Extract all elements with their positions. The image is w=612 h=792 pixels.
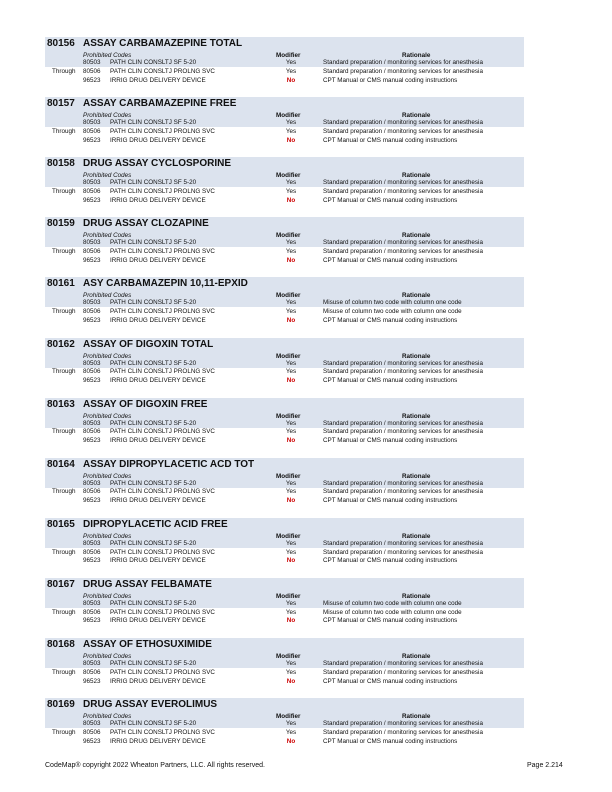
modifier-value: Yes <box>285 428 297 436</box>
code-description: IRRIG DRUG DELIVERY DEVICE <box>110 617 206 625</box>
rationale-header: Rationale <box>402 52 431 59</box>
table-row <box>45 308 524 317</box>
prohibited-codes-label: Prohibited Codes <box>83 352 132 360</box>
modifier-value: Yes <box>285 608 297 616</box>
prohibited-code: 80506 <box>83 127 101 135</box>
rationale-text: Standard preparation / monitoring services for anesthesia <box>323 359 483 367</box>
rationale-text: Standard preparation / monitoring services for anesthesia <box>323 67 483 75</box>
through-label: Through <box>52 608 76 616</box>
table-row <box>45 137 524 146</box>
modifier-value: No <box>286 497 296 505</box>
modifier-header: Modifier <box>276 352 301 360</box>
modifier-header: Modifier <box>276 653 301 660</box>
through-label: Through <box>52 67 76 75</box>
code-description: PATH CLIN CONSLTJ SF 5-20 <box>110 599 197 607</box>
code-description: PATH CLIN CONSLTJ SF 5-20 <box>110 419 197 427</box>
rationale-header: Rationale <box>402 412 431 420</box>
prohibited-code: 80506 <box>83 488 101 496</box>
table-row <box>45 239 524 248</box>
table-row <box>45 119 524 128</box>
table-row <box>45 617 524 626</box>
modifier-value: Yes <box>285 239 297 247</box>
code-description: IRRIG DRUG DELIVERY DEVICE <box>110 377 206 385</box>
modifier-header: Modifier <box>276 412 301 420</box>
through-label: Through <box>52 428 76 436</box>
rationale-text: CPT Manual or CMS manual coding instructions <box>323 377 458 385</box>
through-label: Through <box>52 368 76 376</box>
code-description: IRRIG DRUG DELIVERY DEVICE <box>110 76 206 84</box>
rationale-header: Rationale <box>402 232 431 240</box>
code-description: PATH CLIN CONSLTJ SF 5-20 <box>110 119 197 127</box>
rationale-text: CPT Manual or CMS manual coding instructions <box>323 557 458 565</box>
code-description: PATH CLIN CONSLTJ SF 5-20 <box>110 239 197 247</box>
table-row <box>45 720 524 729</box>
prohibited-code: 80506 <box>83 668 101 676</box>
code-description: PATH CLIN CONSLTJ PROLNG SVC <box>110 308 215 316</box>
prohibited-codes-label: Prohibited Codes <box>83 112 132 120</box>
rationale-header: Rationale <box>402 592 431 600</box>
rationale-text: CPT Manual or CMS manual coding instructions <box>323 437 458 445</box>
prohibited-code: 80503 <box>83 479 101 487</box>
prohibited-code: 96523 <box>83 256 101 264</box>
code-entry <box>45 458 524 514</box>
code-description: PATH CLIN CONSLTJ SF 5-20 <box>110 479 197 487</box>
modifier-value: Yes <box>285 187 297 195</box>
modifier-header: Modifier <box>276 472 301 480</box>
rationale-text: Standard preparation / monitoring services for anesthesia <box>323 428 483 436</box>
prohibited-code: 80503 <box>83 660 101 667</box>
table-row <box>45 600 524 609</box>
through-label: Through <box>52 548 76 556</box>
code-description: IRRIG DRUG DELIVERY DEVICE <box>110 316 206 324</box>
prohibited-codes-label: Prohibited Codes <box>83 232 132 240</box>
modifier-value: Yes <box>285 127 297 135</box>
through-label: Through <box>52 488 76 496</box>
prohibited-codes-label: Prohibited Codes <box>83 292 132 300</box>
table-row <box>45 437 524 446</box>
prohibited-code: 80503 <box>83 419 101 427</box>
code-entry <box>45 338 524 394</box>
modifier-value: Yes <box>285 308 297 316</box>
table-row <box>45 660 524 669</box>
rationale-text: CPT Manual or CMS manual coding instructions <box>323 617 458 625</box>
prohibited-code: 80506 <box>83 368 101 376</box>
rationale-text: CPT Manual or CMS manual coding instructions <box>323 136 458 144</box>
entry-code: 80157 <box>47 98 75 110</box>
through-label: Through <box>52 668 76 676</box>
rationale-text: Misuse of column two code with column one code <box>323 599 462 607</box>
table-row <box>45 428 524 437</box>
through-label: Through <box>52 728 76 736</box>
code-description: PATH CLIN CONSLTJ PROLNG SVC <box>110 608 215 616</box>
modifier-header: Modifier <box>276 52 301 59</box>
modifier-value: Yes <box>285 299 297 307</box>
code-description: PATH CLIN CONSLTJ SF 5-20 <box>110 359 197 367</box>
through-label: Through <box>52 187 76 195</box>
modifier-header: Modifier <box>276 292 301 300</box>
code-description: PATH CLIN CONSLTJ PROLNG SVC <box>110 668 215 676</box>
rationale-text: Standard preparation / monitoring services for anesthesia <box>323 720 483 728</box>
prohibited-code: 96523 <box>83 677 101 685</box>
through-label: Through <box>52 308 76 316</box>
entry-code: 80158 <box>47 158 75 170</box>
table-row <box>45 609 524 618</box>
code-entry <box>45 398 524 454</box>
rationale-text: Misuse of column two code with column one code <box>323 308 462 316</box>
entry-title: DRUG ASSAY FELBAMATE <box>83 578 212 590</box>
modifier-value: No <box>286 377 296 385</box>
rationale-text: CPT Manual or CMS manual coding instructions <box>323 497 458 505</box>
entry-title: ASSAY OF DIGOXIN TOTAL <box>83 338 214 350</box>
rationale-text: Misuse of column two code with column one code <box>323 299 462 307</box>
rationale-text: Standard preparation / monitoring services for anesthesia <box>323 119 483 127</box>
prohibited-codes-label: Prohibited Codes <box>83 412 132 420</box>
entry-title: ASSAY OF DIGOXIN FREE <box>83 398 208 410</box>
code-description: IRRIG DRUG DELIVERY DEVICE <box>110 136 206 144</box>
table-row <box>45 557 524 566</box>
code-entry <box>45 698 524 754</box>
prohibited-code: 80506 <box>83 67 101 75</box>
modifier-value: No <box>286 316 296 324</box>
modifier-value: Yes <box>285 539 297 547</box>
rationale-text: Standard preparation / monitoring services for anesthesia <box>323 668 483 676</box>
code-description: PATH CLIN CONSLTJ PROLNG SVC <box>110 248 215 256</box>
code-description: PATH CLIN CONSLTJ PROLNG SVC <box>110 187 215 195</box>
prohibited-code: 80503 <box>83 359 101 367</box>
prohibited-code: 80503 <box>83 239 101 247</box>
entry-code: 80164 <box>47 458 75 470</box>
rationale-text: Standard preparation / monitoring services for anesthesia <box>323 419 483 427</box>
table-row <box>45 729 524 738</box>
prohibited-code: 96523 <box>83 316 101 324</box>
entry-title: ASSAY CARBAMAZEPINE TOTAL <box>83 38 243 49</box>
code-description: PATH CLIN CONSLTJ SF 5-20 <box>110 539 197 547</box>
footer-page-number: Page 2.214 <box>527 762 563 769</box>
rationale-header: Rationale <box>402 472 431 480</box>
rationale-text: Standard preparation / monitoring services for anesthesia <box>323 179 483 187</box>
rationale-header: Rationale <box>402 352 431 360</box>
table-row <box>45 738 524 747</box>
code-description: PATH CLIN CONSLTJ PROLNG SVC <box>110 127 215 135</box>
code-description: PATH CLIN CONSLTJ PROLNG SVC <box>110 488 215 496</box>
modifier-header: Modifier <box>276 592 301 600</box>
modifier-value: Yes <box>285 67 297 75</box>
rationale-text: Standard preparation / monitoring services for anesthesia <box>323 728 483 736</box>
table-row <box>45 257 524 266</box>
modifier-value: No <box>286 737 296 745</box>
entry-code: 80159 <box>47 218 75 230</box>
entry-code: 80162 <box>47 338 75 350</box>
rationale-text: CPT Manual or CMS manual coding instructions <box>323 737 458 745</box>
rationale-text: Standard preparation / monitoring services for anesthesia <box>323 59 483 66</box>
entry-code: 80169 <box>47 699 75 711</box>
modifier-value: Yes <box>285 248 297 256</box>
rationale-text: Standard preparation / monitoring services for anesthesia <box>323 239 483 247</box>
modifier-header: Modifier <box>276 172 301 180</box>
prohibited-code: 96523 <box>83 557 101 565</box>
rationale-text: CPT Manual or CMS manual coding instructions <box>323 196 458 204</box>
modifier-header: Modifier <box>276 713 301 721</box>
entry-code: 80167 <box>47 578 75 590</box>
entry-code: 80168 <box>47 639 75 650</box>
entry-title: ASSAY DIPROPYLACETIC ACD TOT <box>83 458 255 470</box>
table-row <box>45 368 524 377</box>
rationale-text: Standard preparation / monitoring services for anesthesia <box>323 539 483 547</box>
entry-title: ASSAY OF ETHOSUXIMIDE <box>83 639 212 650</box>
table-row <box>45 68 524 77</box>
modifier-value: No <box>286 136 296 144</box>
table-row <box>45 77 524 86</box>
rationale-text: Standard preparation / monitoring services for anesthesia <box>323 127 483 135</box>
code-entry <box>45 157 524 213</box>
rationale-text: Standard preparation / monitoring services for anesthesia <box>323 660 483 667</box>
modifier-header: Modifier <box>276 232 301 240</box>
code-description: IRRIG DRUG DELIVERY DEVICE <box>110 737 206 745</box>
code-description: IRRIG DRUG DELIVERY DEVICE <box>110 497 206 505</box>
modifier-value: No <box>286 677 296 685</box>
entry-code: 80163 <box>47 398 75 410</box>
rationale-header: Rationale <box>402 713 431 721</box>
prohibited-code: 96523 <box>83 617 101 625</box>
code-description: IRRIG DRUG DELIVERY DEVICE <box>110 196 206 204</box>
prohibited-code: 80503 <box>83 119 101 127</box>
prohibited-code: 80503 <box>83 299 101 307</box>
entry-code: 80161 <box>47 278 75 290</box>
table-row <box>45 188 524 197</box>
modifier-value: No <box>286 256 296 264</box>
code-description: PATH CLIN CONSLTJ SF 5-20 <box>110 299 197 307</box>
through-label: Through <box>52 127 76 135</box>
code-description: PATH CLIN CONSLTJ PROLNG SVC <box>110 67 215 75</box>
prohibited-code: 96523 <box>83 737 101 745</box>
through-label: Through <box>52 248 76 256</box>
table-row <box>45 540 524 549</box>
code-description: PATH CLIN CONSLTJ PROLNG SVC <box>110 368 215 376</box>
modifier-value: Yes <box>285 720 297 728</box>
modifier-value: Yes <box>285 359 297 367</box>
prohibited-codes-label: Prohibited Codes <box>83 172 132 180</box>
entry-title: DIPROPYLACETIC ACID FREE <box>83 518 228 530</box>
table-row <box>45 179 524 188</box>
modifier-value: No <box>286 196 296 204</box>
rationale-text: Standard preparation / monitoring services for anesthesia <box>323 248 483 256</box>
table-row <box>45 669 524 678</box>
rationale-header: Rationale <box>402 292 431 300</box>
code-entry <box>45 277 524 333</box>
prohibited-code: 96523 <box>83 437 101 445</box>
modifier-header: Modifier <box>276 532 301 540</box>
rationale-text: Standard preparation / monitoring services for anesthesia <box>323 548 483 556</box>
code-description: IRRIG DRUG DELIVERY DEVICE <box>110 437 206 445</box>
modifier-value: Yes <box>285 668 297 676</box>
modifier-header: Modifier <box>276 112 301 120</box>
prohibited-code: 80503 <box>83 599 101 607</box>
prohibited-code: 96523 <box>83 76 101 84</box>
code-entry <box>45 217 524 273</box>
table-row <box>45 480 524 489</box>
modifier-value: Yes <box>285 479 297 487</box>
prohibited-code: 80506 <box>83 608 101 616</box>
prohibited-code: 80506 <box>83 187 101 195</box>
modifier-value: No <box>286 437 296 445</box>
prohibited-code: 80503 <box>83 539 101 547</box>
prohibited-code: 80506 <box>83 728 101 736</box>
modifier-value: Yes <box>285 368 297 376</box>
code-entry <box>45 638 524 694</box>
code-description: IRRIG DRUG DELIVERY DEVICE <box>110 256 206 264</box>
modifier-value: No <box>286 76 296 84</box>
code-entry <box>45 578 524 634</box>
prohibited-code: 96523 <box>83 136 101 144</box>
modifier-value: Yes <box>285 59 297 66</box>
entry-code: 80156 <box>47 38 75 49</box>
code-description: PATH CLIN CONSLTJ SF 5-20 <box>110 59 197 66</box>
rationale-header: Rationale <box>402 532 431 540</box>
prohibited-code: 96523 <box>83 497 101 505</box>
code-entry <box>45 37 524 93</box>
modifier-value: Yes <box>285 728 297 736</box>
rationale-text: Standard preparation / monitoring services for anesthesia <box>323 488 483 496</box>
modifier-value: Yes <box>285 548 297 556</box>
prohibited-code: 96523 <box>83 196 101 204</box>
rationale-header: Rationale <box>402 653 431 660</box>
entry-title: DRUG ASSAY EVEROLIMUS <box>83 699 218 711</box>
prohibited-code: 80506 <box>83 308 101 316</box>
modifier-value: Yes <box>285 660 297 667</box>
table-row <box>45 420 524 429</box>
prohibited-codes-label: Prohibited Codes <box>83 52 132 59</box>
code-entry <box>45 97 524 153</box>
entry-title: ASSAY CARBAMAZEPINE FREE <box>83 98 237 110</box>
rationale-text: Standard preparation / monitoring services for anesthesia <box>323 187 483 195</box>
rationale-header: Rationale <box>402 112 431 120</box>
table-row <box>45 128 524 137</box>
code-description: PATH CLIN CONSLTJ SF 5-20 <box>110 720 197 728</box>
code-description: IRRIG DRUG DELIVERY DEVICE <box>110 677 206 685</box>
prohibited-codes-label: Prohibited Codes <box>83 592 132 600</box>
code-description: PATH CLIN CONSLTJ SF 5-20 <box>110 660 197 667</box>
code-entry <box>45 518 524 574</box>
rationale-text: Misuse of column two code with column one code <box>323 608 462 616</box>
modifier-value: Yes <box>285 599 297 607</box>
table-row <box>45 299 524 308</box>
modifier-value: No <box>286 557 296 565</box>
code-description: PATH CLIN CONSLTJ SF 5-20 <box>110 179 197 187</box>
prohibited-code: 96523 <box>83 377 101 385</box>
table-row <box>45 360 524 369</box>
rationale-text: CPT Manual or CMS manual coding instructions <box>323 316 458 324</box>
modifier-value: Yes <box>285 488 297 496</box>
prohibited-code: 80506 <box>83 548 101 556</box>
footer-copyright: CodeMap® copyright 2022 Wheaton Partners, LLC. All rights reserved. <box>45 762 265 769</box>
table-row <box>45 197 524 206</box>
modifier-value: No <box>286 617 296 625</box>
prohibited-code: 80503 <box>83 720 101 728</box>
rationale-text: Standard preparation / monitoring services for anesthesia <box>323 479 483 487</box>
entry-code: 80165 <box>47 518 75 530</box>
prohibited-codes-label: Prohibited Codes <box>83 713 132 721</box>
rationale-text: Standard preparation / monitoring services for anesthesia <box>323 368 483 376</box>
rationale-text: CPT Manual or CMS manual coding instructions <box>323 677 458 685</box>
code-description: PATH CLIN CONSLTJ PROLNG SVC <box>110 728 215 736</box>
rationale-text: CPT Manual or CMS manual coding instructions <box>323 76 458 84</box>
table-row <box>45 497 524 506</box>
code-description: PATH CLIN CONSLTJ PROLNG SVC <box>110 548 215 556</box>
prohibited-codes-label: Prohibited Codes <box>83 653 132 660</box>
entry-title: DRUG ASSAY CYCLOSPORINE <box>83 158 231 170</box>
table-row <box>45 678 524 687</box>
code-description: PATH CLIN CONSLTJ PROLNG SVC <box>110 428 215 436</box>
table-row <box>45 549 524 558</box>
rationale-text: CPT Manual or CMS manual coding instructions <box>323 256 458 264</box>
table-row <box>45 248 524 257</box>
prohibited-code: 80503 <box>83 59 101 66</box>
modifier-value: Yes <box>285 179 297 187</box>
table-row <box>45 317 524 326</box>
table-row <box>45 377 524 386</box>
table-row <box>45 488 524 497</box>
modifier-value: Yes <box>285 119 297 127</box>
entry-title: ASY CARBAMAZEPIN 10,11-EPXID <box>83 278 248 290</box>
table-row <box>45 59 524 68</box>
code-description: IRRIG DRUG DELIVERY DEVICE <box>110 557 206 565</box>
modifier-value: Yes <box>285 419 297 427</box>
prohibited-code: 80506 <box>83 428 101 436</box>
prohibited-code: 80506 <box>83 248 101 256</box>
entry-title: DRUG ASSAY CLOZAPINE <box>83 218 209 230</box>
prohibited-code: 80503 <box>83 179 101 187</box>
prohibited-codes-label: Prohibited Codes <box>83 472 132 480</box>
prohibited-codes-label: Prohibited Codes <box>83 532 132 540</box>
rationale-header: Rationale <box>402 172 431 180</box>
